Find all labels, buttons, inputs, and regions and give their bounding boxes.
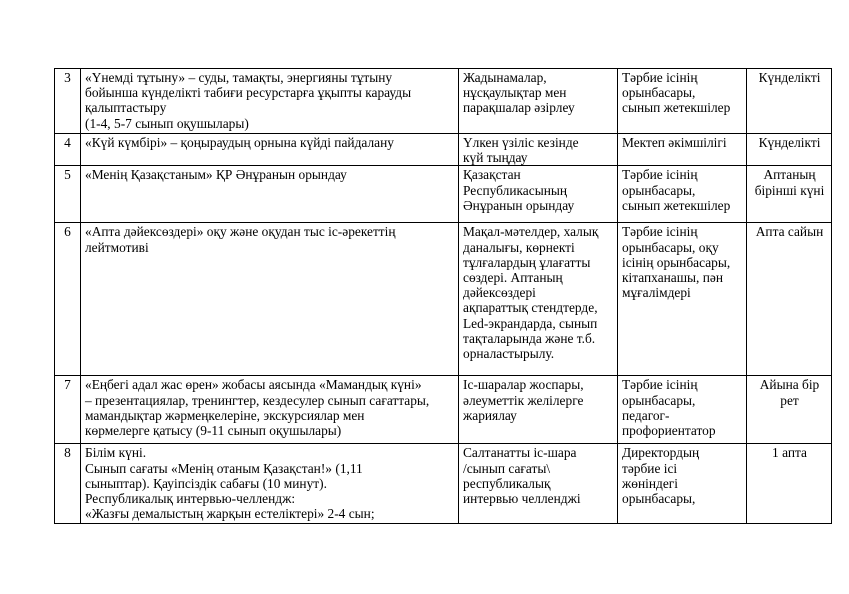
timing-cell-line: Күнделікті <box>758 135 821 150</box>
form-cell-line: /сынып сағаты\ <box>463 460 551 476</box>
form-cell <box>459 166 618 223</box>
form-cell-line: даналығы, көрнекті <box>463 239 575 255</box>
form-cell-line: әлеуметтік желілерге <box>463 392 584 408</box>
timing-cell <box>747 166 832 223</box>
form-cell-line: парақшалар әзірлеу <box>463 100 575 116</box>
table-row <box>55 444 832 524</box>
event-cell-line: – презентациялар, тренингтер, кездесулер сынып сағаттары, <box>85 392 430 408</box>
timing-cell-line: рет <box>780 392 799 408</box>
row-number: 5 <box>55 166 81 223</box>
responsible-cell <box>618 69 747 134</box>
timing-cell <box>747 376 832 444</box>
form-cell-line: Led-экрандарда, сынып <box>463 315 598 331</box>
timing-cell <box>747 444 832 524</box>
event-cell-line: «Үнемді тұтыну» – суды, тамақты, энергияны тұтыну <box>85 70 393 85</box>
table-row <box>55 69 832 134</box>
form-cell-line: республикалық <box>463 475 551 491</box>
responsible-cell-line: орынбасары, <box>622 85 696 101</box>
event-cell-line: (1-4, 5-7 сынып оқушылары) <box>85 115 249 131</box>
responsible-cell-line: педагог- <box>622 407 670 423</box>
event-cell <box>81 223 459 376</box>
form-cell-line: Қазақстан <box>463 167 521 183</box>
responsible-cell <box>618 166 747 223</box>
timing-cell-line: Аптаның <box>763 167 816 183</box>
form-cell-line: интервью челленджі <box>463 491 581 507</box>
event-cell <box>81 134 459 166</box>
form-cell-line: жариялау <box>463 407 517 423</box>
event-cell <box>81 69 459 134</box>
form-cell <box>459 376 618 444</box>
timing-cell <box>747 223 832 376</box>
event-cell-line: көрмелерге қатысу (9-11 сынып оқушылары) <box>85 423 342 439</box>
form-cell-line: Мақал-мәтелдер, халық <box>463 224 599 240</box>
responsible-cell-line: кітапханашы, пән <box>622 270 724 286</box>
timing-cell-line: бірінші күні <box>754 182 825 198</box>
form-cell-line: күй тыңдау <box>463 150 528 166</box>
responsible-cell-line: сынып жетекшілер <box>622 197 731 213</box>
row-number: 4 <box>55 134 81 166</box>
timing-cell-line: Айына бір <box>759 377 820 393</box>
form-cell-line: Әнұранын орындау <box>463 197 575 213</box>
responsible-cell-line: Тәрбие ісінің <box>622 224 698 240</box>
responsible-cell <box>618 444 747 524</box>
responsible-cell-line: сынып жетекшілер <box>622 100 731 116</box>
form-cell <box>459 69 618 134</box>
event-cell <box>81 166 459 223</box>
form-cell <box>459 134 618 166</box>
form-cell <box>459 223 618 376</box>
responsible-cell-line: Тәрбие ісінің <box>622 167 698 183</box>
responsible-cell-line: мұғалімдері <box>622 285 691 301</box>
responsible-cell <box>618 223 747 376</box>
form-cell-line: Республикасының <box>463 182 568 198</box>
event-cell-line: бойынша күнделікті табиғи ресурстарға ұқыпты карауды <box>85 85 412 101</box>
responsible-cell-line: Тәрбие ісінің <box>622 377 698 393</box>
event-cell-line: «Еңбегі адал жас өрен» жобасы аясында «Мамандық күні» <box>85 377 422 393</box>
table-row <box>55 376 832 444</box>
form-cell-line: орналастырылу. <box>463 346 555 362</box>
event-cell <box>81 444 459 524</box>
row-number: 7 <box>55 376 81 444</box>
event-cell-line: «Жазғы демалыстың жарқын естеліктері» 2-4 сын; <box>85 506 375 522</box>
event-cell-line: Білім күні. <box>85 445 147 461</box>
plan-table-body <box>55 69 832 524</box>
timing-cell <box>747 134 832 166</box>
form-cell-line: тұлғалардың ұлағатты <box>463 254 591 270</box>
event-cell <box>81 376 459 444</box>
form-cell-line: Іс-шаралар жоспары, <box>463 377 584 393</box>
responsible-cell-line: Директордың <box>622 445 700 461</box>
responsible-cell-line: Мектеп әкімшілігі <box>622 135 727 150</box>
responsible-cell-line: орынбасары, <box>622 491 696 507</box>
form-cell-line: Үлкен үзіліс кезінде <box>463 135 579 150</box>
event-cell-line: Республикалық интервью-челлендж: <box>85 491 296 507</box>
responsible-cell-line: орынбасары, <box>622 392 696 408</box>
timing-cell <box>747 69 832 134</box>
responsible-cell <box>618 134 747 166</box>
form-cell-line: Жадынамалар, <box>463 70 547 85</box>
event-cell-line: лейтмотиві <box>85 239 149 255</box>
event-cell-line: «Күй күмбірі» – қоңыраудың орнына күйді пайдалану <box>85 135 394 150</box>
responsible-cell-line: тәрбие ісі <box>622 460 678 476</box>
row-number: 6 <box>55 223 81 376</box>
form-cell-line: тақталарында және т.б. <box>463 330 596 346</box>
form-cell-line: ақпараттық стендтерде, <box>463 300 598 316</box>
table-row <box>55 166 832 223</box>
responsible-cell-line: ісінің орынбасары, <box>622 254 731 270</box>
form-cell <box>459 444 618 524</box>
form-cell-line: нұсқаулықтар мен <box>463 85 567 101</box>
form-cell-line: сөздері. Аптаның <box>463 270 563 286</box>
event-cell-line: «Менің Қазақстаным» ҚР Әнұранын орындау <box>85 167 347 183</box>
timing-cell-line: Апта сайын <box>755 224 824 240</box>
event-cell-line: «Апта дәйексөздері» оқу және оқудан тыс іс-әрекеттің <box>85 224 396 240</box>
event-cell-line: сыныптар). Қауіпсіздік сабағы (10 минут). <box>85 475 327 491</box>
form-cell-line: Салтанатты іс-шара <box>463 445 577 461</box>
responsible-cell-line: орынбасары, оқу <box>622 239 719 255</box>
table-row <box>55 223 832 376</box>
event-cell-line: қалыптастыру <box>85 100 167 116</box>
timing-cell-line: 1 апта <box>772 445 807 461</box>
table-row <box>55 134 832 166</box>
event-cell-line: Сынып сағаты «Менің отаным Қазақстан!» (1,11 <box>85 460 363 476</box>
responsible-cell-line: Тәрбие ісінің <box>622 70 698 85</box>
row-number: 8 <box>55 444 81 524</box>
timing-cell-line: Күнделікті <box>758 70 821 85</box>
responsible-cell-line: орынбасары, <box>622 182 696 198</box>
form-cell-line: дәйексөздері <box>463 285 536 301</box>
event-cell-line: мамандықтар жәрмеңкелеріне, экскурсиялар мен <box>85 407 365 423</box>
responsible-cell-line: жөніндегі <box>622 475 678 491</box>
responsible-cell <box>618 376 747 444</box>
row-number: 3 <box>55 69 81 134</box>
responsible-cell-line: профориентатор <box>622 423 716 439</box>
plan-table <box>54 68 832 524</box>
